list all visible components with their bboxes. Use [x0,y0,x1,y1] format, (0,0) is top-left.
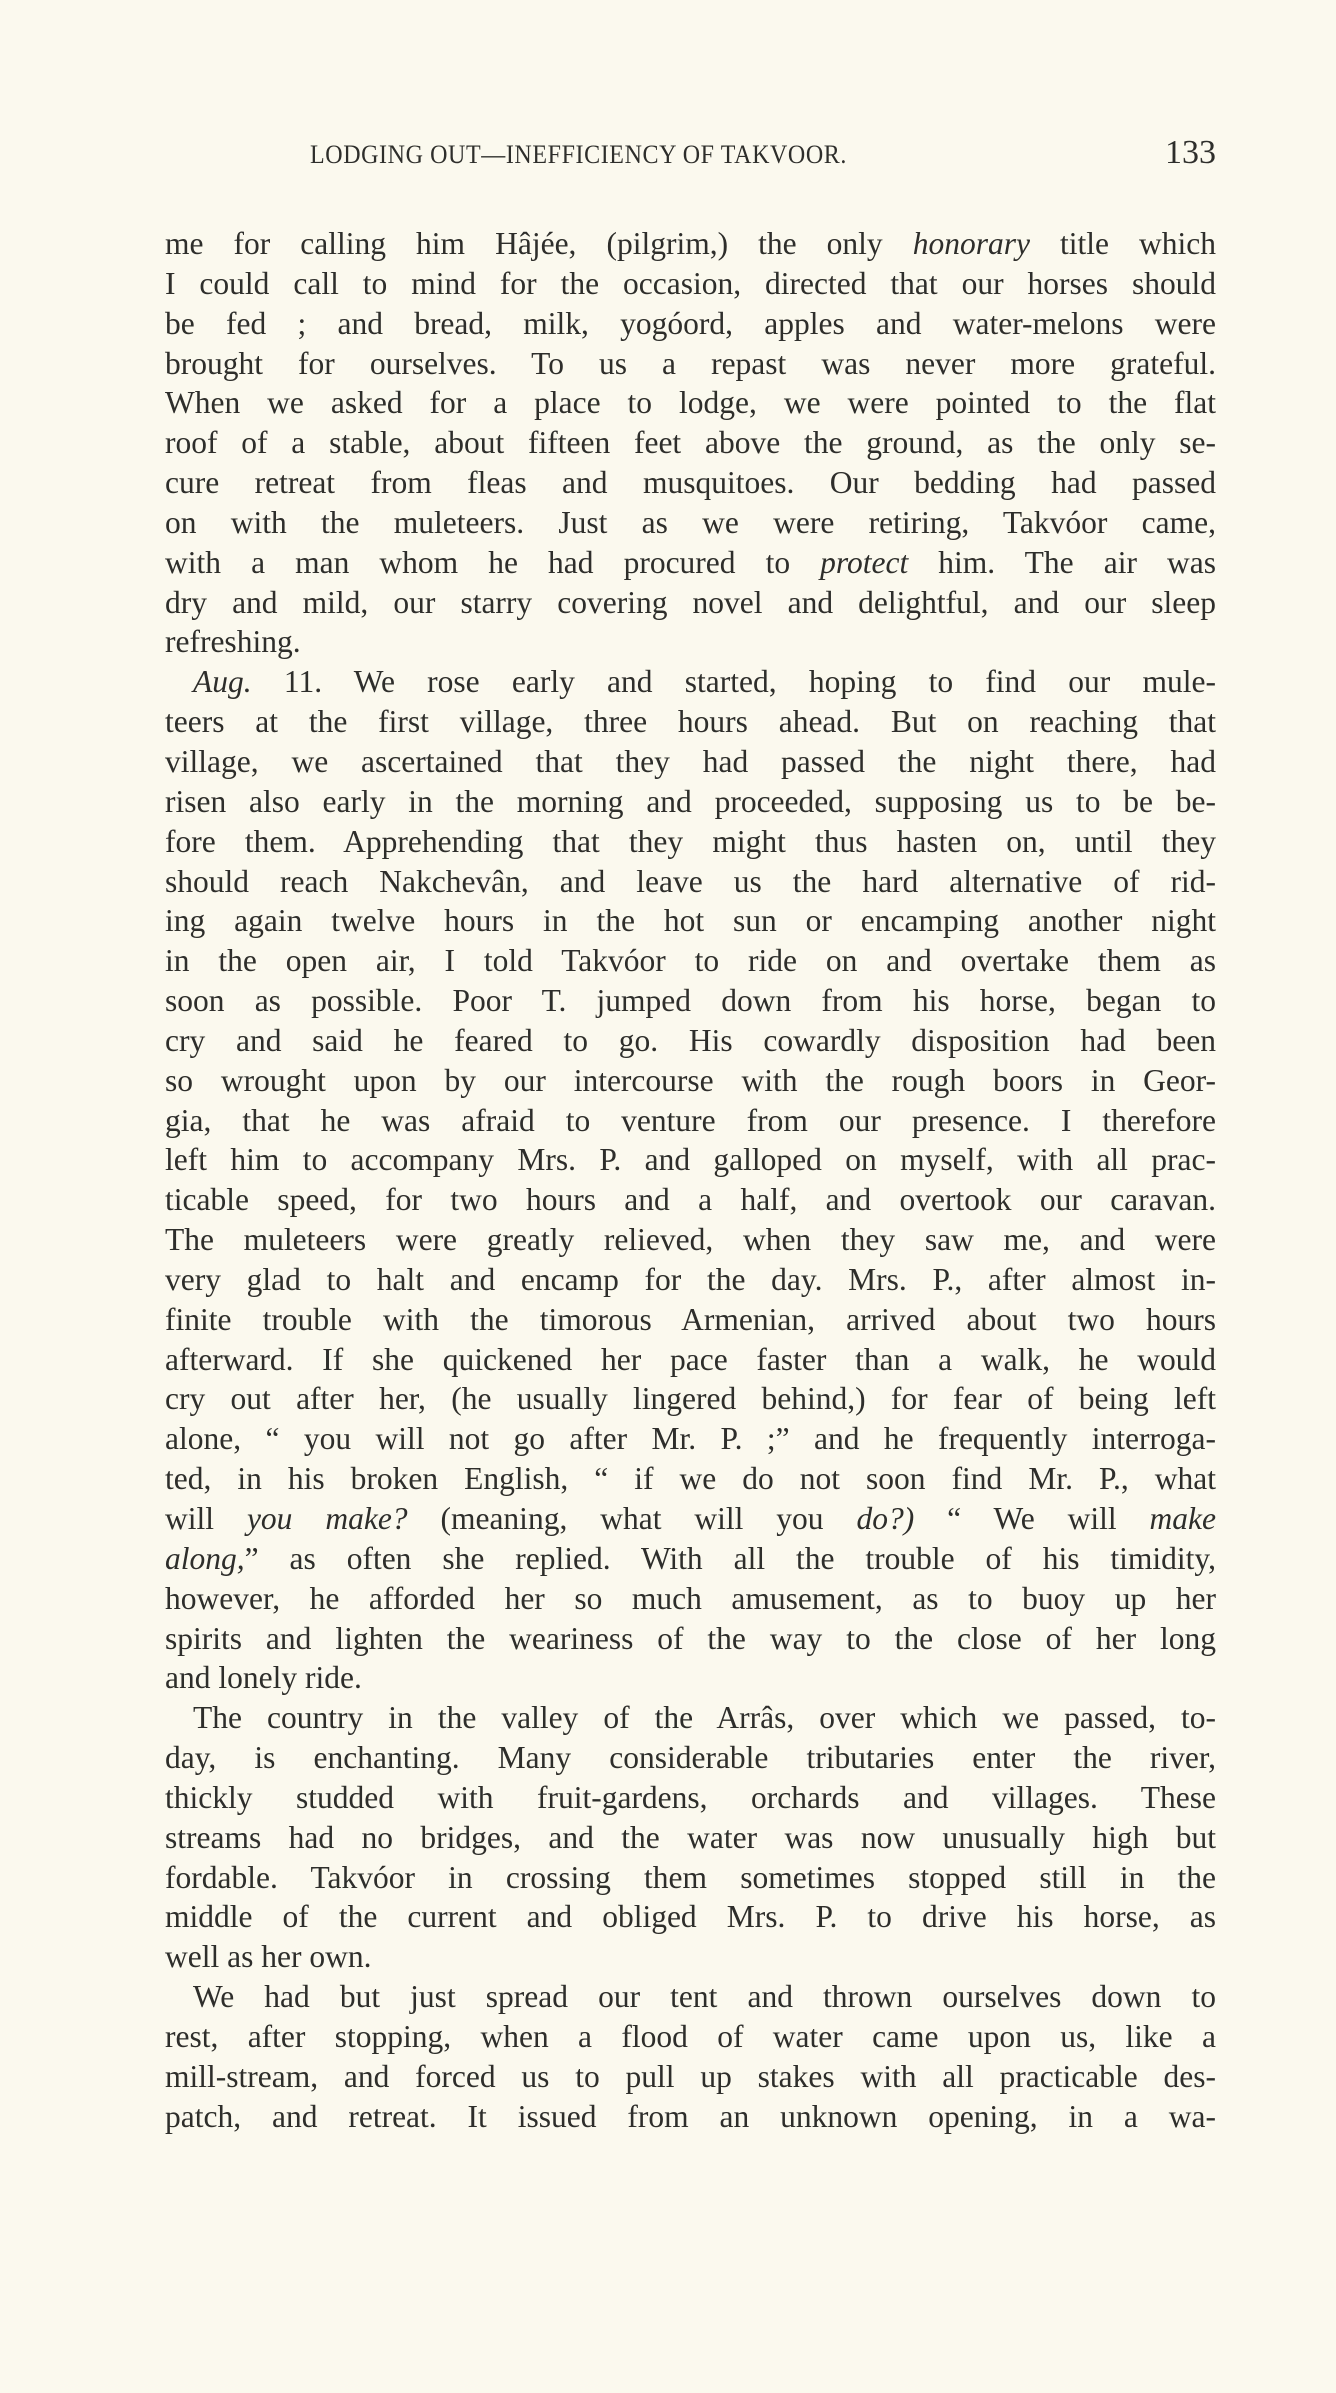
text-segment: brought for ourselves. To us a repast was never more grateful. [165,345,1216,381]
text-segment: The muleteers were greatly relieved, when they saw me, and were [165,1222,1216,1258]
text-line [165,383,1216,423]
page-number: 133 [1165,134,1216,171]
text-line [165,1698,1216,1738]
italic-text: Aug. [193,664,252,700]
text-line [165,901,1216,941]
text-line [165,1180,1216,1220]
text-line [165,2017,1216,2057]
text-segment: soon as possible. Poor T. jumped down from his horse, began to [165,983,1216,1019]
text-segment: me for calling him Hâjée, (pilgrim,) the only [165,226,913,261]
page-header [165,134,1216,174]
text-segment: gia, that he was afraid to venture from our presence. I therefore [165,1102,1216,1138]
text-segment: mill-stream, and forced us to pull up stakes with all practicable des- [165,2058,1216,2094]
text-segment: “ We will [914,1501,1150,1536]
text-line [165,1778,1216,1818]
text-segment: cure retreat from fleas and musquitoes. Our bedding had passed [165,465,1216,501]
text-segment: 11. We rose early and started, hoping to find our mule- [251,664,1216,700]
text-line [165,622,1216,662]
text-line [165,503,1216,543]
text-segment: fordable. Takvóor in crossing them sometimes stopped still in the [165,1859,1216,1895]
text-line [165,1858,1216,1898]
text-line [165,981,1216,1021]
text-line [165,264,1216,304]
text-segment: teers at the first village, three hours ahead. But on reaching that [165,704,1216,740]
text-line [165,1260,1216,1300]
text-segment: with a man whom he had procured to [165,544,821,580]
italic-text: honorary [912,226,1030,261]
text-line [165,1937,1216,1977]
text-line [165,583,1216,623]
text-segment: afterward. If she quickened her pace faster than a walk, he would [165,1341,1216,1377]
text-segment: ing again twelve hours in the hot sun or encamping another night [165,903,1216,939]
text-line [165,1140,1216,1180]
text-line [165,782,1216,822]
text-segment: and lonely ride. [165,1660,362,1696]
body-text [165,224,1216,2137]
text-segment: day, is enchanting. Many considerable tributaries enter the river, [165,1740,1216,1776]
text-line [165,862,1216,902]
text-line [165,1539,1216,1579]
italic-text: along, [165,1540,245,1576]
text-segment: When we asked for a place to lodge, we were pointed to the flat [165,385,1216,421]
text-line [165,224,1216,264]
text-segment: roof of a stable, about fifteen feet above the ground, as the only se- [165,425,1216,461]
text-segment: dry and mild, our starry covering novel and delightful, and our sleep [165,584,1216,620]
text-line [165,304,1216,344]
text-line [165,1977,1216,2017]
text-line [165,822,1216,862]
text-line [165,1897,1216,1937]
text-line [165,1419,1216,1459]
text-segment: spirits and lighten the weariness of the way to the close of her long [165,1620,1216,1656]
paragraph [165,1698,1216,1977]
paragraph [165,224,1216,662]
text-line [165,662,1216,702]
paragraph [165,1977,1216,2136]
text-line [165,2057,1216,2097]
text-line [165,742,1216,782]
text-segment: thickly studded with fruit-gardens, orchards and villages. These [165,1779,1216,1815]
text-segment: however, he afforded her so much amusement, as to buoy up her [165,1580,1216,1616]
text-segment: ticable speed, for two hours and a half, and overtook our caravan. [165,1182,1216,1218]
text-segment: in the open air, I told Takvóor to ride on and overtake them as [165,943,1216,979]
text-line [165,423,1216,463]
text-line [165,463,1216,503]
text-segment: left him to accompany Mrs. P. and galloped on myself, with all prac- [165,1142,1216,1178]
text-line [165,702,1216,742]
italic-text: make [1149,1501,1216,1536]
text-segment: (meaning, what will you [407,1501,857,1536]
text-segment: will [165,1501,247,1536]
text-segment: cry out after her, (he usually lingered behind,) for fear of being left [165,1381,1216,1417]
text-segment: be fed ; and bread, milk, yogóord, apples and water-melons were [165,305,1216,341]
text-segment: The country in the valley of the Arrâs, over which we passed, to- [193,1700,1216,1736]
text-segment: him. The air was [908,544,1216,580]
text-segment: streams had no bridges, and the water was now unusually high but [165,1819,1216,1855]
text-line [165,1658,1216,1698]
text-line [165,1818,1216,1858]
text-line [165,1220,1216,1260]
text-segment: on with the muleteers. Just as we were retiring, Takvóor came, [165,504,1216,540]
text-line [165,1061,1216,1101]
text-line [165,1340,1216,1380]
text-line [165,1738,1216,1778]
text-line [165,1619,1216,1659]
text-segment: I could call to mind for the occasion, directed that our horses should [165,265,1216,301]
text-segment: rest, after stopping, when a flood of water came upon us, like a [165,2018,1216,2054]
paragraph [165,662,1216,1698]
text-line [165,1021,1216,1061]
text-segment: finite trouble with the timorous Armenian, arrived about two hours [165,1301,1216,1337]
text-line [165,1579,1216,1619]
text-line [165,344,1216,384]
text-segment: title which [1029,226,1216,261]
text-segment: middle of the current and obliged Mrs. P. to drive his horse, as [165,1899,1216,1935]
text-line [165,1101,1216,1141]
text-line [165,1499,1216,1539]
text-segment: fore them. Apprehending that they might thus hasten on, until they [165,823,1216,859]
text-line [165,1459,1216,1499]
text-segment: We had but just spread our tent and thrown ourselves down to [193,1979,1216,2015]
text-segment: ted, in his broken English, “ if we do not soon find Mr. P., what [165,1461,1216,1497]
text-segment: cry and said he feared to go. His cowardly disposition had been [165,1022,1216,1058]
text-segment: village, we ascertained that they had passed the night there, had [165,743,1216,779]
text-segment: risen also early in the morning and proceeded, supposing us to be be- [165,783,1216,819]
text-segment: so wrought upon by our intercourse with the rough boors in Geor- [165,1062,1216,1098]
text-segment: refreshing. [165,624,301,660]
italic-text: protect [820,544,909,580]
text-segment: patch, and retreat. It issued from an unknown opening, in a wa- [165,2098,1216,2134]
text-line [165,941,1216,981]
text-segment: alone, “ you will not go after Mr. P. ;” and he frequently interroga- [165,1421,1216,1457]
running-title: LODGING OUT—INEFFICIENCY OF TAKVOOR. [310,140,848,170]
italic-text: you make? [246,1501,408,1536]
text-line [165,543,1216,583]
italic-text: do?) [856,1501,915,1536]
text-segment: very glad to halt and encamp for the day. Mrs. P., after almost in- [165,1261,1216,1297]
text-segment: ” as often she replied. With all the trouble of his timidity, [244,1540,1216,1576]
text-segment: well as her own. [165,1939,372,1975]
text-line [165,2097,1216,2137]
text-line [165,1379,1216,1419]
text-line [165,1300,1216,1340]
text-segment: should reach Nakchevân, and leave us the hard alternative of rid- [165,863,1216,899]
